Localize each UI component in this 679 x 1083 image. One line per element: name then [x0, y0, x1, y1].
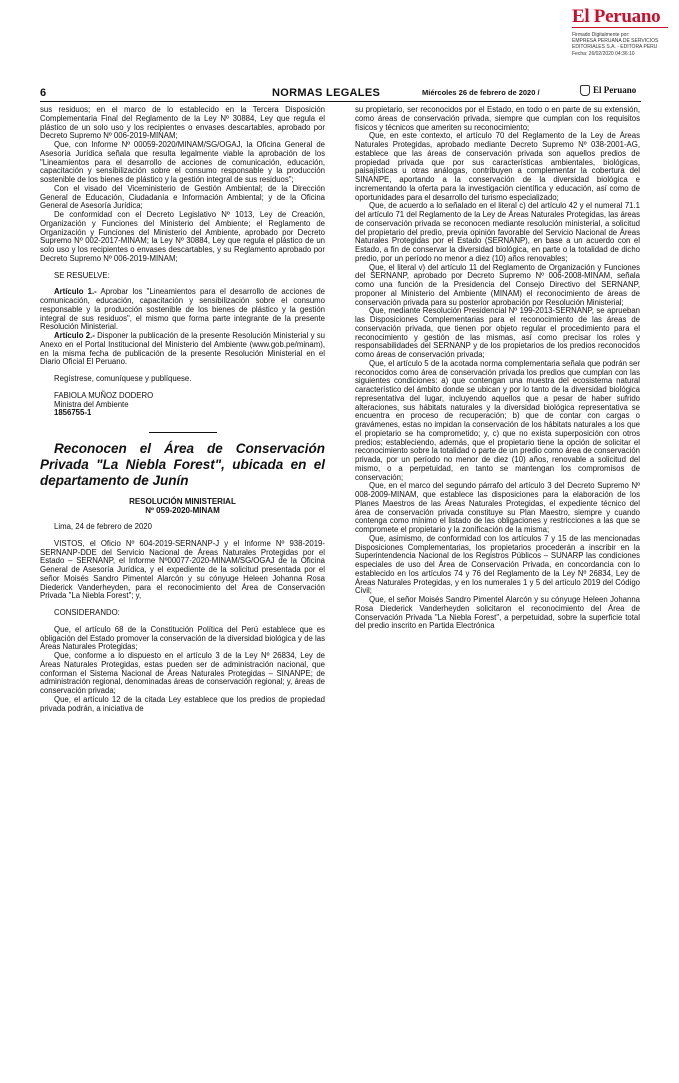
resolution-header	[40, 497, 325, 515]
paragraph: Que, en este contexto, el artículo 70 del Reglamento de la Ley de Áreas Naturales Protegidas, aprobado mediante Decreto Supremo Nº 038-2001-AG, establece que las áreas de conservación privada son aquellos predios de propiedad privada que por sus características ambientales, biológicas, paisajísticas u otras análogas, contribuyen a complementar la cobertura del SINANPE, aportando a la conservación de la diversidad biológica e incrementando la oferta para la investigación científica y educación, así como de oportunidades para el desarrollo del turismo especializado;	[355, 131, 640, 202]
signer-name: FABIOLA MUÑOZ DODERO	[54, 390, 154, 400]
paragraph: Que, asimismo, de conformidad con los artículos 7 y 15 de las mencionadas Disposiciones Complementarias, los propietarios procederán a inscribir en la Superintendencia Nacional de los Registros Públicos – SUNARP las condiciones especiales de uso del Área de Conservación Privada, en concordancia con lo establecido en los artículos 74 y 76 del Reglamento de la Ley Nº 26834, Ley de Áreas Naturales Protegidas, y en los numerales 1 y 5 del artículo 2019 del Código Civil;	[355, 533, 640, 596]
coat-of-arms-icon	[580, 85, 590, 96]
considerando-heading: CONSIDERANDO:	[54, 608, 120, 617]
el-peruano-logo: El Peruano	[572, 6, 661, 27]
place-date: Lima, 24 de febrero de 2020	[54, 522, 152, 531]
signature-line: EMPRESA PERUANA DE SERVICIOS	[572, 38, 659, 45]
section-title: NORMAS LEGALES	[272, 87, 381, 99]
logo-underline	[572, 27, 668, 28]
signature-line: EDITORIALES S.A. - EDITORA PERU	[572, 44, 658, 51]
resolution-type: RESOLUCIÓN MINISTERIAL	[129, 497, 236, 506]
paragraph: Que, el artículo 12 de la citada Ley establece que los predios de propiedad privada podrán, a iniciativa de	[40, 694, 325, 713]
paragraph: Que, el artículo 5 de la acotada norma complementaria señala que podrán ser reconocidos como área de conservación privada los predios que cumplan con las siguientes condiciones: a) que contengan una muestra del ecosistema natural característico del ámbito donde se ubican y por lo tanto de la diversidad biológica representativa del lugar, incluyendo aquellos que a pesar de haber sufrido alteraciones, sus hábitats naturales y la diversidad biológica representativa se encuentra en proceso de recuperación; b) que de contar con cargas o gravámenes, estas no impidan la conservación de los hábitats naturales a los que el propietario se ha comprometido; y, c) que no exista superposición con otros predios; estableciendo, además, que el propietario tiene la opción de solicitar el reconocimiento sobre la totalidad o parte de un predio como área de conservación privada, por un período no menor de diez (10) años, renovable a solicitud del mismo, o a perpetuidad, en tanto se mantengan los compromisos de conservación;	[355, 358, 640, 482]
paragraph: su propietario, ser reconocidos por el Estado, en todo o en parte de su extensión, como áreas de conservación privada, siempre que cumplan con los requisitos físicos y técnicos que ameriten su reconocimiento;	[355, 105, 640, 132]
paragraph: Con el visado del Viceministerio de Gestión Ambiental; de la Dirección General de Educación, Ciudadanía e Información Ambiental; y de la Oficina General de Asesoría Jurídica;	[40, 183, 325, 211]
publication-code: 1856755-1	[54, 408, 92, 418]
paragraph: Que, en el marco del segundo párrafo del artículo 3 del Decreto Supremo Nº 008-2009-MINAM, que establece las disposiciones para la elaboración de los Planes Maestros de las Áreas Naturales Protegidas, el expediente técnico del área de conservación privada constituye su Plan Maestro, siempre y cuando contenga como mínimo el listado de las obligaciones y restricciones a las que se compromete el propietario y la zonificación de la misma;	[355, 481, 640, 534]
article-2	[40, 332, 325, 367]
signature-line: Firmado Digitalmente por:	[572, 32, 630, 38]
header-logo-text: El Peruano	[593, 85, 637, 95]
right-column	[355, 106, 640, 631]
signature-line: Fecha: 26/02/2020 04:36:10	[572, 50, 635, 57]
header-rule	[40, 101, 641, 102]
paragraph: Que, conforme a lo dispuesto en el artículo 3 de la Ley Nº 26834, Ley de Áreas Naturales Protegidas, estas pueden ser de administración nacional, que conforman el Sistema Nacional de Áreas Naturales Protegidas – SINANPE; de administración regional, denominadas áreas de conservación regional; y, áreas de conservación privada;	[40, 651, 325, 695]
left-column	[40, 106, 325, 713]
paragraph: De conformidad con el Decreto Legislativo Nº 1013, Ley de Creación, Organización y Funciones del Ministerio del Ambiente; el Reglamento de Organización y Funciones del Ministerio del Ambiente, aprobado por Decreto Supremo Nº 002-2017-MINAM; la Ley Nº 30884, Ley que regula el plástico de un solo uso y los recipientes o envases descartables, y su Reglamento aprobado por Decreto Supremo Nº 006-2019-MINAM;	[40, 210, 325, 263]
resolution-number: Nº 059-2020-MINAM	[145, 506, 220, 515]
article-title: Reconocen el Área de Conservación Privada "La Niebla Forest", ubicada en el departamento de Junín	[40, 441, 325, 488]
issue-date: Miércoles 26 de febrero de 2020 /	[422, 88, 540, 97]
closing-formula: Regístrese, comuníquese y publíquese.	[54, 374, 192, 383]
article-text: Disponer la publicación de la presente Resolución Ministerial y su Anexo en el Portal Institucional del Ministerio del Ambiente (www.gob.pe/minam), en la misma fecha de publicación de la presente Resolución Ministerial en el Diario Oficial El Peruano.	[40, 331, 325, 367]
se-resuelve-heading: SE RESUELVE:	[54, 270, 110, 280]
digital-signature-block	[572, 32, 672, 57]
article-label: Artículo 1.-	[54, 287, 97, 297]
paragraph: Que, mediante Resolución Presidencial Nº 199-2013-SERNANP, se aprueban las Disposiciones Complementarias para el reconocimiento de las áreas de conservación privada, que tienen por objeto regular el procedimiento para el reconocimiento y gestión de las mismas, así como precisar los roles y responsabilidades del SERNANP y de los propietarios de los predios reconocidos como áreas de conservación privada;	[355, 306, 640, 359]
paragraph: Que, el señor Moisés Sandro Pimentel Alarcón y su cónyuge Heleen Johanna Rosa Diederick Vanderheyden solicitaron el reconocimiento del Área de Conservación Privada "La Niebla Forest", a perpetuidad, sobre la superficie total del predio inscrito en Partida Electrónica	[355, 595, 640, 631]
paragraph: Que, el literal v) del artículo 11 del Reglamento de Organización y Funciones del SERNANP, aprobado por Decreto Supremo Nº 006-2008-MINAM, señala como una función de la Presidencia del Consejo Directivo del SERNANP, proponer al Ministerio del Ambiente (MINAM) el reconocimiento de áreas de conservación privada para su posterior aprobación por Resolución Ministerial;	[355, 262, 640, 307]
signer-title: Ministra del Ambiente	[54, 399, 129, 409]
paragraph: Que, el artículo 68 de la Constitución Política del Perú establece que es obligación del Estado promover la conservación de la diversidad biológica y de las Áreas Naturales Protegidas;	[40, 624, 325, 652]
article-1	[40, 288, 325, 332]
paragraph: Que, con Informe Nº 00059-2020/MINAM/SG/OGAJ, la Oficina General de Asesoría Jurídica señala que resulta legalmente viable la aprobación de los "Lineamientos para el desarrollo de acciones de comunicación, educación, capacitación y sensibilización sobre el consumo responsable y la producción sostenible de los bienes de plástico y la gestión integral de sus residuos";	[40, 140, 325, 184]
separator	[149, 432, 217, 433]
article-text: Aprobar los "Lineamientos para el desarrollo de acciones de comunicación, educación, capacitación y sensibilización sobre el consumo responsable y la producción sostenible de los bienes de plástico y la gestión integral de sus residuos", el mismo que forma parte integrante de la presente Resolución Ministerial.	[40, 287, 325, 332]
page-number: 6	[40, 87, 47, 99]
vistos-paragraph: VISTOS, el Oficio Nº 604-2019-SERNANP-J y el Informe Nº 938-2019-SERNANP-DDE del Servicio Nacional de Áreas Naturales Protegidas por el Estado – SERNANP, el Informe Nº00077-2020-MINAM/SG/OGAJ de la Oficina General de Asesoría Jurídica, y el expediente de la solicitud presentada por el señor Moisés Sandro Pimentel Alarcón y su cónyuge Heleen Johanna Rosa Diederick Vanderheyden, para el reconocimiento del Área de Conservación Privada "La Niebla Forest"; y,	[40, 538, 325, 601]
paragraph: sus residuos; en el marco de lo establecido en la Tercera Disposición Complementaria Final del Reglamento de la Ley Nº 30884, Ley que regula el plástico de un solo uso y los recipientes o envases descartables, aprobado por Decreto Supremo Nº 006-2019-MINAM;	[40, 105, 325, 141]
article-label: Artículo 2.-	[54, 331, 95, 340]
page-header	[40, 87, 641, 99]
header-logo	[580, 85, 636, 96]
paragraph: Que, de acuerdo a lo señalado en el literal c) del artículo 42 y el numeral 71.1 del artículo 71 del Reglamento de la Ley de Áreas Naturales Protegidas, las áreas de conservación privada se reconocen mediante resolución ministerial, a solicitud del propietario del predio, previa opinión favorable del Servicio Nacional de Áreas Naturales Protegidas por el Estado (SERNANP), en base a un acuerdo con el Estado, a fin de conservar la diversidad biológica, en parte o la totalidad de dicho predio, por un período no menor a diez (10) años renovables;	[355, 201, 640, 263]
